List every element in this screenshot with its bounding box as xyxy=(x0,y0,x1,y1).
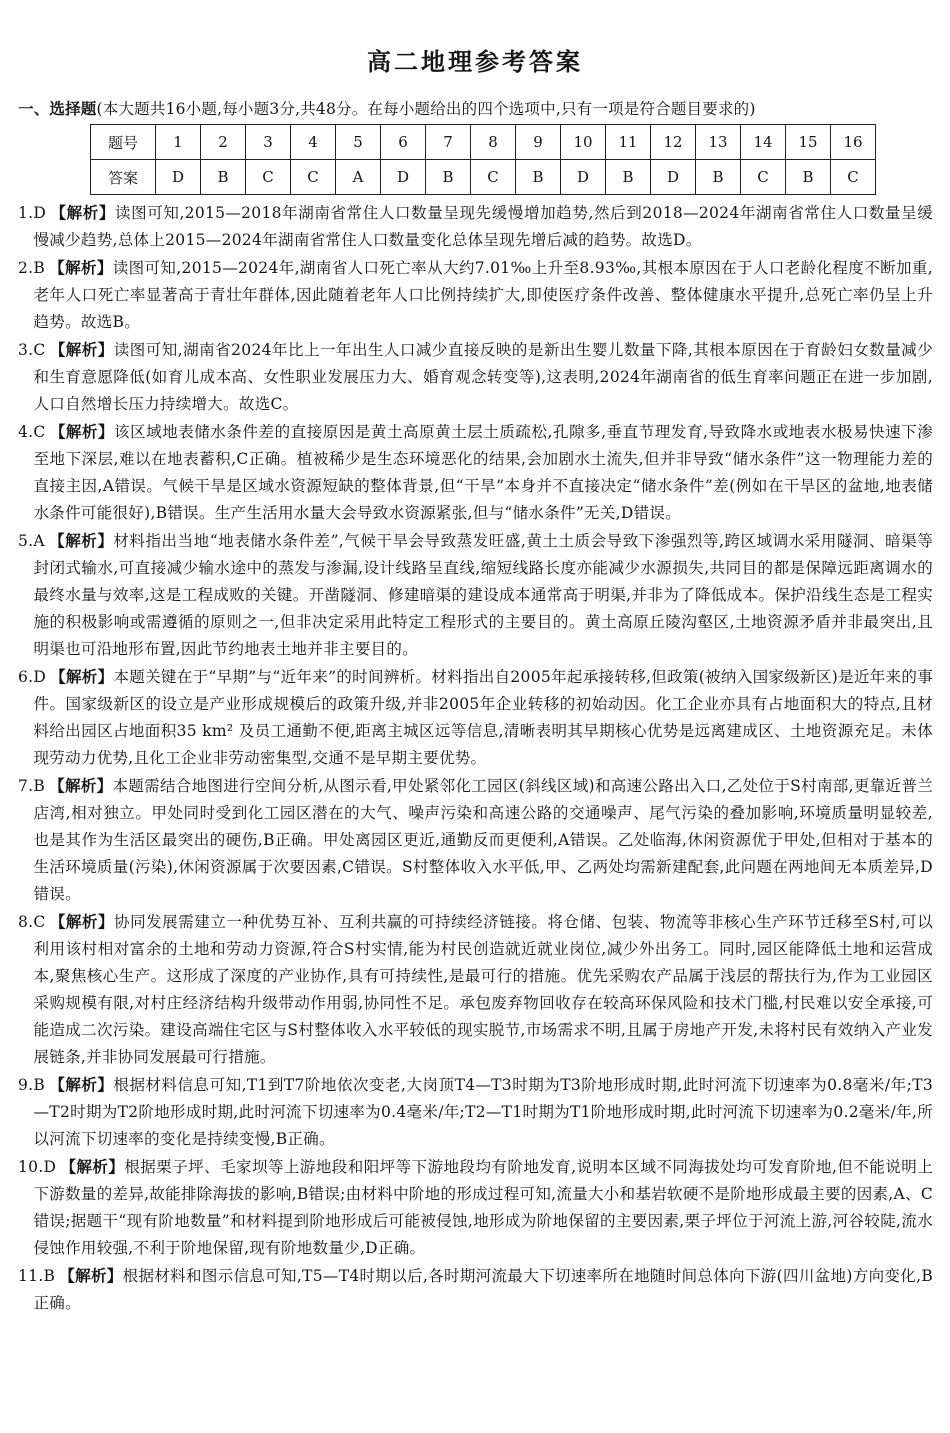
item-answer: 10.D xyxy=(18,1158,57,1176)
item-text: 该区域地表储水条件差的直接原因是黄土高原黄土层土质疏松,孔隙多,垂直节理发育,导致降水或地表水极易快速下渗至地下深层,难以在地表蓄积,C正确。植被稀少是生态环境恶化的结果,会加剧水土流失,但并非导致“储水条件”这一物理能力差的直接主因,A错误。气候干旱是区域水资源短缺的整体背景,但“干旱”本身并不直接决定“储水条件”差(例如在干旱区的盆地,地表储水条件可能很好),B错误。生产生活用水量大会导致水资源紧张,但与“储水条件”无关,D错误。 xyxy=(33,423,934,522)
answer-cell: B xyxy=(426,160,471,195)
item-text: 根据栗子坪、毛家坝等上游地段和阳坪等下游地段均有阶地发育,说明本区域不同海拔处均可发育阶地,但不能说明上下游数量的差异,故能排除海拔的影响,B错误;由材料中阶地的形成过程可知,流量大小和基岩软硬不是阶地形成最主要的因素,A、C错误;据题干“现有阶地数量”和材料提到阶地形成后可能被侵蚀,地形成为阶地保留的主要因素,栗子坪位于河流上游,河谷较陡,流水侵蚀作用较强,不利于阶地保留,现有阶地数量少,D正确。 xyxy=(33,1158,933,1257)
question-number: 9 xyxy=(516,125,561,160)
item-text: 本题需结合地图进行空间分析,从图示看,甲处紧邻化工园区(斜线区域)和高速公路出入口,乙处位于S村南部,更靠近普兰店湾,相对独立。甲处同时受到化工园区潜在的大气、噪声污染和高速公路的交通噪声、尾气污染的叠加影响,环境质量明显较差,也是其作为生活区最突出的硬伤,B正确。甲处离园区更近,通勤反而更便利,A错误。乙处临海,休闲资源优于甲处,但相对于基本的生活环境质量(污染),休闲资源属于次要因素,C错误。S村整体收入水平低,甲、乙两处均需新建配套,此问题在两地间无本质差异,D错误。 xyxy=(33,777,933,903)
explanation-item xyxy=(18,200,933,254)
item-answer: 2.B xyxy=(18,259,46,277)
answer-cell: B xyxy=(516,160,561,195)
question-number: 7 xyxy=(426,125,471,160)
question-number: 13 xyxy=(696,125,741,160)
item-label: 【解析】 xyxy=(49,423,115,441)
explanation-item xyxy=(18,1072,933,1153)
item-label: 【解析】 xyxy=(60,1158,125,1176)
question-number: 14 xyxy=(741,125,786,160)
item-answer: 5.A xyxy=(18,532,45,550)
page-title: 高二地理参考答案 xyxy=(367,48,583,76)
item-answer: 1.D xyxy=(18,204,47,222)
explanation-item xyxy=(18,337,933,418)
question-number: 2 xyxy=(201,125,246,160)
item-answer: 4.C xyxy=(18,423,46,441)
answer-cell: B xyxy=(606,160,651,195)
question-number: 8 xyxy=(471,125,516,160)
question-number: 3 xyxy=(246,125,291,160)
explanation-item xyxy=(18,419,933,527)
answer-row xyxy=(91,160,876,195)
item-text: 材料指出当地“地表储水条件差”,气候干旱会导致蒸发旺盛,黄土土质会导致下渗强烈等,跨区域调水采用隧洞、暗渠等封闭式输水,可直接减少输水途中的蒸发与渗漏,设计线路呈直线,缩短线路长度亦能减少水源损失,共同目的都是保障远距离调水的最终水量与效率,这是工程成败的关键。开凿隧洞、修建暗渠的建设成本通常高于明渠,并非为了降低成本。保护沿线生态是工程实施的积极影响或需遵循的原则之一,但非决定采用此特定工程形式的主要目的。黄土高原丘陵沟壑区,土地资源矛盾并非最突出,且明渠也可沿地形布置,因此节约地表土地并非主要目的。 xyxy=(33,532,933,658)
question-number: 12 xyxy=(651,125,696,160)
question-number: 16 xyxy=(831,125,876,160)
explanation-item xyxy=(18,664,933,772)
section-note: (本大题共16小题,每小题3分,共48分。在每小题给出的四个选项中,只有一项是符合题目要求的) xyxy=(96,100,756,118)
answer-cell: A xyxy=(336,160,381,195)
question-number: 6 xyxy=(381,125,426,160)
answer-cell: D xyxy=(651,160,696,195)
answer-cell: C xyxy=(246,160,291,195)
section-heading xyxy=(18,97,938,119)
answer-cell: D xyxy=(561,160,606,195)
explanation-item xyxy=(18,255,933,336)
answer-cell: C xyxy=(471,160,516,195)
item-label: 【解析】 xyxy=(49,1076,114,1094)
explanation-item xyxy=(18,1263,933,1317)
explanation-item xyxy=(18,528,933,663)
question-number-row xyxy=(91,125,876,160)
item-text: 读图可知,2015—2024年,湖南省人口死亡率从大约7.01‰上升至8.93‰,其根本原因在于人口老龄化程度不断加重,老年人口死亡率显著高于青壮年群体,因此随着老年人口比例持续扩大,即使医疗条件改善、整体健康水平提升,总死亡率仍呈上升趋势。故选B。 xyxy=(33,259,933,331)
item-label: 【解析】 xyxy=(50,668,114,686)
explanations-list xyxy=(18,200,933,1318)
item-text: 读图可知,2015—2018年湖南省常住人口数量呈现先缓慢增加趋势,然后到2018—2024年湖南省常住人口数量呈缓慢减少趋势,总体上2015—2024年湖南省常住人口数量变化总体呈现先增后减的趋势。故选D。 xyxy=(33,204,933,249)
item-answer: 3.C xyxy=(18,341,46,359)
item-label: 【解析】 xyxy=(50,204,115,222)
answer-cell: C xyxy=(291,160,336,195)
section-title: 一、选择题 xyxy=(18,100,97,118)
item-label: 【解析】 xyxy=(49,259,113,277)
question-number: 11 xyxy=(606,125,651,160)
item-text: 协同发展需建立一种优势互补、互利共赢的可持续经济链接。将仓储、包装、物流等非核心生产环节迁移至S村,可以利用该村相对富余的土地和劳动力资源,符合S村实情,能为村民创造就近就业岗位,减少外出务工。同时,园区能降低土地和运营成本,聚焦核心生产。这形成了深度的产业协作,具有可持续性,是最可行的措施。优先采购农产品属于浅层的帮扶行为,作为工业园区采购规模有限,对村庄经济结构升级带动作用弱,协同性不足。承包废弃物回收存在较高环保风险和技术门槛,村民难以安全承接,可能造成二次污染。建设高端住宅区与S村整体收入水平较低的现实脱节,市场需求不明,且属于房地产开发,未将村民有效纳入产业发展链条,并非协同发展最可行措施。 xyxy=(33,913,934,1066)
question-number: 10 xyxy=(561,125,606,160)
explanation-item xyxy=(18,909,933,1071)
answer-cell: C xyxy=(741,160,786,195)
explanation-item xyxy=(18,773,933,908)
question-number: 4 xyxy=(291,125,336,160)
answer-cell: B xyxy=(201,160,246,195)
item-label: 【解析】 xyxy=(59,1267,123,1285)
item-label: 【解析】 xyxy=(49,913,115,931)
item-text: 读图可知,湖南省2024年比上一年出生人口减少直接反映的是新出生婴儿数量下降,其根本原因在于育龄妇女数量减少和生育意愿降低(如育儿成本高、女性职业发展压力大、婚育观念转变等),这表明,2024年湖南省的低生育率问题正在进一步加剧,人口自然增长压力持续增大。故选C。 xyxy=(33,341,933,413)
item-answer: 9.B xyxy=(18,1076,46,1094)
item-answer: 11.B xyxy=(18,1267,56,1285)
item-label: 【解析】 xyxy=(48,532,114,550)
question-number: 5 xyxy=(336,125,381,160)
item-text: 根据材料和图示信息可知,T5—T4时期以后,各时期河流最大下切速率所在地随时间总体向下游(四川盆地)方向变化,B正确。 xyxy=(33,1267,934,1312)
question-number: 15 xyxy=(786,125,831,160)
answer-cell: D xyxy=(156,160,201,195)
item-answer: 6.D xyxy=(18,668,47,686)
answer-cell: B xyxy=(786,160,831,195)
item-label: 【解析】 xyxy=(49,341,114,359)
row-label-number: 题号 xyxy=(91,125,156,160)
question-number: 1 xyxy=(156,125,201,160)
answer-table xyxy=(90,124,876,195)
item-text: 根据材料信息可知,T1到T7阶地依次变老,大岗顶T4—T3时期为T3阶地形成时期,此时河流下切速率为0.8毫米/年;T3—T2时期为T2阶地形成时期,此时河流下切速率为0.4毫米/年;T2—T1时期为T1阶地形成时期,此时河流下切速率为0.2毫米/年,所以河流下切速率的变化是持续变慢,B正确。 xyxy=(33,1076,934,1148)
item-text: 本题关键在于“早期”与“近年来”的时间辨析。材料指出自2005年起承接转移,但政策(被纳入国家级新区)是近年来的事件。国家级新区的设立是产业形成规模后的政策升级,并非2005年企业转移的初始动因。化工企业亦具有占地面积大的特点,且材料给出园区占地面积35 km² 及员工通勤不便,距离主城区远等信息,清晰表明其早期核心优势是远离建成区、土地资源充足。未体现劳动力优势,且化工企业非劳动密集型,交通不是早期主要优势。 xyxy=(33,668,933,767)
row-label-answer: 答案 xyxy=(91,160,156,195)
answer-cell: B xyxy=(696,160,741,195)
item-label: 【解析】 xyxy=(49,777,113,795)
item-answer: 8.C xyxy=(18,913,46,931)
answer-cell: D xyxy=(381,160,426,195)
answer-cell: C xyxy=(831,160,876,195)
explanation-item xyxy=(18,1154,933,1262)
item-answer: 7.B xyxy=(18,777,46,795)
